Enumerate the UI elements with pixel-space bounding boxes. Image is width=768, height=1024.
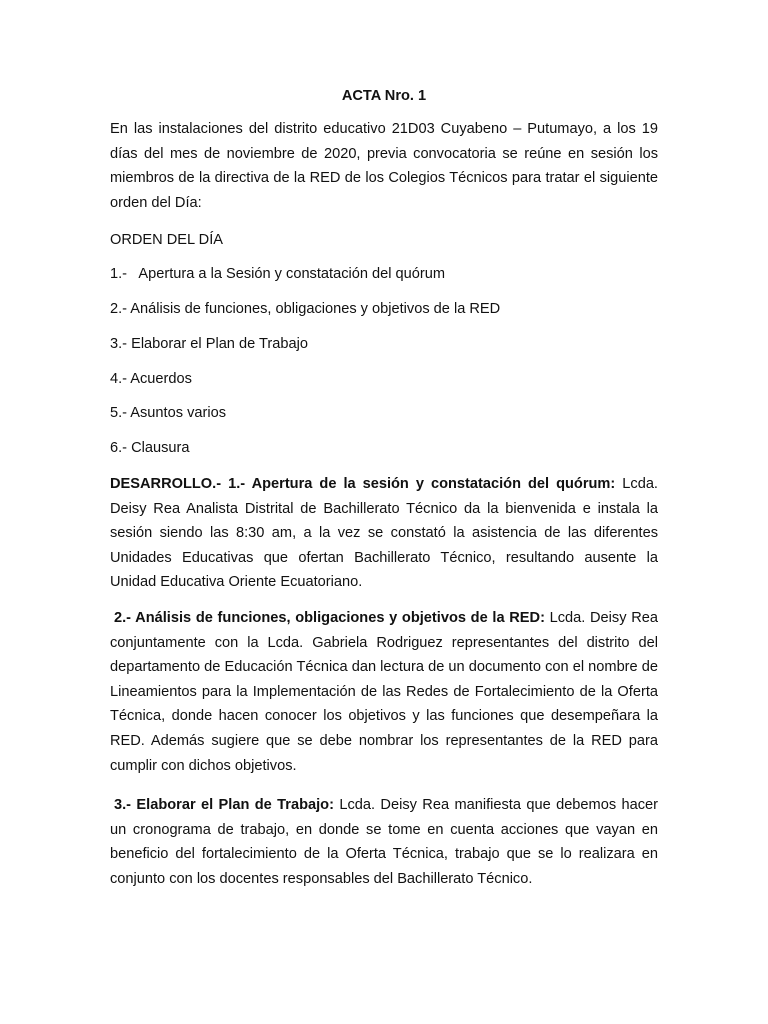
agenda-item: 6.- Clausura: [110, 440, 190, 456]
section-paragraph: [110, 606, 658, 778]
intro-paragraph: En las instalaciones del distrito educativo 21D03 Cuyabeno – Putumayo, a los 19 días del mes de noviembre de 2020, previa convocatoria se reúne en sesión los miembros de la directiva de la RED de los Colegios Técnicos para tratar el siguiente orden del Día:: [110, 121, 658, 211]
section-body: Lcda. Deisy Rea conjuntamente con la Lcda. Gabriela Rodriguez representantes del distrito del departamento de Educación Técnica dan lectura de un documento con el nombre de Lineamientos para la Implementación de las Redes de Fortalecimiento de la Oferta Técnica, donde hacen conocer los objetivos y las funciones que desempeñara la RED. Además sugiere que se debe nombrar los representantes de la RED para cumplir con dichos objetivos.: [110, 610, 658, 774]
section-body: Lcda. Deisy Rea Analista Distrital de Bachillerato Técnico da la bienvenida e instala la sesión siendo las 8:30 am, a la vez se constató la asistencia de las diferentes Unidades Educativas que ofertan Bachillerato Técnico, resultando ausente la Unidad Educativa Oriente Ecuatoriano.: [110, 476, 658, 591]
agenda-heading: ORDEN DEL DÍA: [110, 232, 223, 248]
section-heading: 3.- Elaborar el Plan de Trabajo:: [114, 797, 334, 813]
agenda-item: 2.- Análisis de funciones, obligaciones y objetivos de la RED: [110, 301, 501, 317]
section-body: Lcda. Deisy Rea manifiesta que debemos hacer un cronograma de trabajo, en donde se tome en cuenta acciones que vayan en beneficio del fortalecimiento de la Oferta Técnica, trabajo que se lo realizara en conjunto con los docentes responsables del Bachillerato Técnico.: [110, 797, 658, 887]
agenda-item: 1.- Apertura a la Sesión y constatación del quórum: [110, 266, 446, 282]
section-paragraph: [110, 793, 658, 891]
section-heading: DESARROLLO.- 1.- Apertura de la sesión y constatación del quórum:: [110, 476, 616, 492]
section-heading: 2.- Análisis de funciones, obligaciones y objetivos de la RED:: [114, 610, 545, 626]
section-paragraph: [110, 472, 658, 595]
agenda-item: 4.- Acuerdos: [110, 371, 192, 387]
agenda-item: 3.- Elaborar el Plan de Trabajo: [110, 336, 308, 352]
document-title: ACTA Nro. 1: [341, 88, 427, 104]
agenda-item: 5.- Asuntos varios: [110, 405, 226, 421]
